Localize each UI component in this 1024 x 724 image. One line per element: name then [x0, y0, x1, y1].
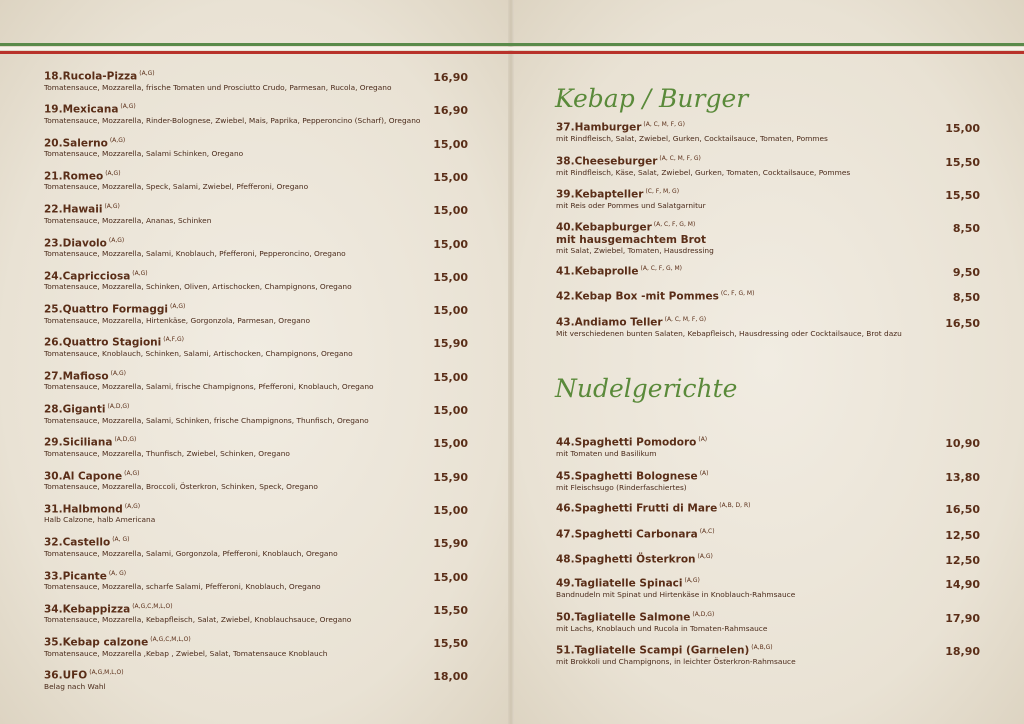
menu-item: [44, 503, 155, 526]
menu-item-price: 15,90: [433, 337, 468, 351]
menu-item-title: 21.Romeo: [44, 170, 104, 183]
allergen-codes: (A,D,G): [692, 611, 715, 618]
menu-item-description: mit Brokkoli und Champignons, in leichter Österkron-Rahmsauce: [556, 656, 796, 666]
menu-item-description: Tomatensauce, Mozzarella, Broccoli, Österkron, Schinken, Speck, Oregano: [44, 482, 318, 492]
menu-item-name: [556, 121, 828, 134]
menu-item-title: 35.Kebap calzone: [44, 636, 149, 649]
menu-item: [44, 303, 310, 326]
allergen-codes: (A, C, M, F, G): [643, 121, 685, 128]
menu-item-name: [44, 603, 351, 616]
allergen-codes: (A,G): [109, 136, 126, 144]
menu-item: [556, 502, 750, 515]
menu-item-name: [44, 237, 346, 250]
menu-item-name: [556, 436, 707, 449]
menu-item: [44, 403, 369, 426]
menu-item: [44, 137, 243, 160]
menu-item: [44, 669, 124, 692]
menu-item-title: 46.Spaghetti Frutti di Mare: [556, 502, 718, 515]
menu-item-price: 15,00: [433, 570, 468, 584]
menu-item-name: [44, 636, 327, 649]
allergen-codes: (A, C, M, F, G): [664, 316, 707, 323]
menu-item-price: 15,00: [433, 170, 468, 184]
menu-item: [44, 237, 346, 260]
menu-item-description: Tomatensauce, Mozzarella, Salami, Knoblauch, Pfefferoni, Pepperoncino, Oregano: [44, 249, 346, 258]
menu-item-price: 15,00: [433, 137, 468, 151]
menu-item-price: 18,00: [433, 670, 468, 684]
menu-item-name: [556, 155, 850, 168]
menu-item-title: 43.Andiamo Teller: [556, 316, 663, 329]
menu-item-title: 51.Tagliatelle Scampi (Garnelen): [556, 644, 750, 657]
menu-item: [44, 536, 338, 559]
menu-item-description: mit Rindfleisch, Salat, Zwiebel, Gurken, Cocktailsauce, Tomaten, Pommes: [556, 133, 828, 143]
menu-item-description: Bandnudeln mit Spinat und Hirtenkäse in Knoblauch-Rahmsauce: [556, 589, 796, 599]
menu-item-title: 25.Quattro Formaggi: [44, 303, 168, 316]
menu-item-title: 23.Diavolo: [44, 237, 107, 249]
allergen-codes: (A,G): [120, 103, 136, 111]
menu-item-title: 48.Spaghetti Österkron: [556, 553, 696, 566]
menu-item-description: Tomatensauce, Mozzarella, scharfe Salami, Pfefferoni, Knoblauch, Oregano: [44, 582, 321, 591]
allergen-codes: (A, C, M, F, G): [659, 155, 701, 162]
allergen-codes: (A,G): [110, 369, 126, 377]
kebap-heading: Kebap / Burger: [555, 84, 749, 113]
menu-item: [44, 370, 374, 393]
menu-item-description: Tomatensauce, Mozzarella, Salami, Schinken, frische Champignons, Thunfisch, Oregano: [44, 415, 369, 425]
menu-item-title: 32.Castello: [44, 536, 111, 549]
menu-item-price: 9,50: [952, 266, 980, 279]
menu-item-price: 12,50: [945, 554, 980, 567]
menu-item: [44, 470, 318, 493]
allergen-codes: (A,G): [132, 269, 148, 277]
menu-item-name: [44, 570, 321, 583]
menu-item-name: [44, 270, 352, 283]
menu-item-name: [556, 553, 713, 566]
menu-item-description: Tomatensauce, Mozzarella, Salami Schinken, Oregano: [44, 149, 244, 159]
menu-item-price: 8,50: [952, 291, 980, 304]
menu-item: [44, 70, 391, 93]
allergen-codes: (A,B, D, R): [719, 502, 751, 509]
allergen-codes: (A,D,G): [107, 403, 130, 410]
menu-item: [44, 336, 353, 359]
allergen-codes: (A, G): [108, 569, 127, 577]
menu-item-name: [44, 137, 243, 150]
menu-item-name: [556, 470, 708, 483]
allergen-codes: (A,G): [124, 502, 141, 510]
menu-item-description: Tomatensauce, Mozzarella, Salami, Gorgonzola, Pfefferoni, Knoblauch, Oregano: [44, 548, 338, 558]
menu-item-description: mit Tomaten und Basilikum: [556, 448, 657, 458]
menu-item-title: 41.Kebaprolle: [556, 265, 639, 278]
menu-item-price: 8,50: [952, 222, 980, 235]
allergen-codes: (A,C): [699, 528, 715, 535]
menu-item-price: 15,00: [433, 404, 468, 417]
page-fold: [508, 0, 514, 724]
menu-item-title: 50.Tagliatelle Salmone: [556, 611, 691, 624]
menu-item-title: 40.Kebapburger: [556, 221, 652, 234]
menu-item-name: [556, 221, 714, 234]
menu-item-price: 15,00: [433, 237, 468, 251]
menu-item-description: Halb Calzone, halb Americana: [44, 515, 156, 525]
menu-item: [44, 170, 308, 193]
menu-item: [556, 265, 682, 278]
allergen-codes: (A, C, F, G, M): [640, 265, 683, 272]
menu-item-title: 20.Salerno: [44, 137, 108, 150]
menu-item-price: 14,90: [945, 578, 980, 591]
menu-item: [556, 577, 795, 600]
menu-item-title: 45.Spaghetti Bolognese: [556, 470, 698, 483]
menu-item-price: 15,90: [433, 537, 468, 551]
menu-item-price: 15,00: [433, 437, 468, 451]
menu-item-description: Mit verschiedenen bunten Salaten, Kebapfleisch, Hausdressing oder Cocktailsauce, Brot dazu: [556, 328, 902, 338]
menu-item-title: 27.Mafioso: [44, 370, 109, 383]
allergen-codes: (A,F,G): [163, 336, 184, 344]
allergen-codes: (A,G): [108, 236, 125, 244]
menu-item-title: 36.UFO: [44, 669, 88, 682]
menu-item-title: 44.Spaghetti Pomodoro: [556, 436, 697, 449]
menu-item: [556, 290, 754, 303]
menu-item-name: [44, 403, 369, 416]
menu-item-price: 13,80: [945, 471, 980, 484]
menu-item-price: 15,00: [433, 270, 468, 284]
menu-item-description: mit Salat, Zwiebel, Tomaten, Hausdressing: [556, 245, 714, 255]
menu-item-title: 18.Rucola-Pizza: [44, 70, 138, 83]
menu-item: [44, 636, 327, 659]
menu-item-description: Tomatensauce, Mozzarella ,Kebap , Zwiebel, Salat, Tomatensauce Knoblauch: [44, 648, 328, 658]
menu-item-name: [44, 470, 318, 483]
menu-item-price: 15,50: [433, 603, 468, 617]
allergen-codes: (A,G): [105, 169, 121, 177]
allergen-codes: (A,G): [684, 577, 700, 584]
menu-item-price: 15,00: [433, 503, 468, 517]
menu-item: [556, 528, 715, 541]
menu-item-price: 16,90: [433, 71, 468, 84]
menu-item: [556, 188, 706, 211]
menu-item-title: 28.Giganti: [44, 403, 106, 416]
allergen-codes: (A,G,C,M,L,O): [150, 636, 191, 644]
menu-item-price: 16,90: [433, 104, 468, 118]
menu-item-name: [556, 502, 750, 515]
menu-item-name: [556, 644, 796, 657]
menu-item-description: mit Lachs, Knoblauch und Rucola in Tomaten-Rahmsauce: [556, 623, 768, 633]
menu-item: [556, 155, 850, 178]
allergen-codes: (A, G): [112, 536, 130, 544]
menu-item-price: 15,90: [433, 470, 468, 484]
menu-item-description: Tomatensauce, Mozzarella, Kebapfleisch, Salat, Zwiebel, Knoblauchsauce, Oregano: [44, 615, 352, 625]
menu-item-price: 18,90: [945, 645, 980, 658]
menu-item: [44, 103, 420, 126]
menu-item-price: 15,50: [945, 156, 980, 169]
menu-item-price: 16,50: [945, 317, 980, 330]
menu-item-name: [44, 303, 310, 316]
menu-item-title: 26.Quattro Stagioni: [44, 336, 162, 349]
allergen-codes: (A,G,C,M,L,O): [132, 602, 173, 610]
menu-item-description: Tomatensauce, Mozzarella, Hirtenkäse, Gorgonzola, Parmesan, Oregano: [44, 315, 310, 325]
menu-item-name: [556, 188, 706, 201]
menu-item-name: [44, 669, 124, 682]
allergen-codes: (A,D,G): [114, 436, 137, 444]
allergen-codes: (A,G): [124, 469, 140, 477]
menu-item-description: mit Fleischsugo (Rinderfaschiertes): [556, 482, 687, 492]
menu-item-name: [556, 577, 795, 590]
menu-item-description: Tomatensauce, Mozzarella, Speck, Salami, Zwiebel, Pfefferoni, Oregano: [44, 182, 309, 192]
menu-item-name: [44, 203, 211, 216]
menu-item-title: 19.Mexicana: [44, 103, 119, 116]
menu-item: [556, 316, 902, 339]
menu-item: [556, 611, 767, 634]
menu-item-name: [44, 70, 391, 83]
menu-item-description: Tomatensauce, Mozzarella, frische Tomaten und Prosciutto Crudo, Parmesan, Rucola, Oregano: [44, 82, 392, 92]
menu-item-price: 12,50: [945, 529, 980, 542]
menu-item: [556, 644, 796, 667]
menu-item-title: 42.Kebap Box -mit Pommes: [556, 290, 719, 303]
allergen-codes: (A): [698, 436, 708, 443]
menu-item-description: Belag nach Wahl: [44, 681, 106, 691]
menu-item-title: 30.Al Capone: [44, 470, 123, 483]
menu-item-subtitle: mit hausgemachtem Brot: [556, 233, 707, 246]
menu-item-description: Tomatensauce, Mozzarella, Thunfisch, Zwiebel, Schinken, Oregano: [44, 448, 290, 458]
menu-item-price: 15,00: [945, 122, 980, 135]
allergen-codes: (A, C, F, G, M): [653, 221, 696, 228]
menu-item-price: 15,00: [433, 204, 468, 218]
allergen-codes: (A,G): [104, 203, 120, 211]
menu-item-title: 38.Cheeseburger: [556, 155, 658, 168]
menu-item-name: [44, 336, 353, 349]
menu-item-description: mit Reis oder Pommes und Salatgarnitur: [556, 200, 706, 210]
menu-item-title: 29.Siciliana: [44, 436, 113, 449]
allergen-codes: (A,G,M,L,O): [89, 669, 124, 677]
allergen-codes: (A,G): [169, 303, 186, 311]
menu-item-name: [556, 316, 902, 329]
allergen-codes: (C, F, M, G): [645, 188, 680, 195]
menu-item-name: [556, 265, 682, 278]
menu-item-price: 17,90: [945, 612, 980, 625]
menu-item-title: 47.Spaghetti Carbonara: [556, 528, 698, 541]
menu-item: [556, 121, 828, 144]
menu-item: [44, 203, 211, 226]
menu-item-title: 24.Capricciosa: [44, 270, 131, 283]
nudel-heading: Nudelgerichte: [555, 374, 738, 403]
menu-item-title: 49.Tagliatelle Spinaci: [556, 577, 683, 590]
menu-item-price: 16,50: [945, 503, 980, 516]
menu-item: [556, 221, 714, 256]
menu-item-description: Tomatensauce, Mozzarella, Schinken, Oliven, Artischocken, Champignons, Oregano: [44, 282, 352, 292]
menu-item-title: 33.Picante: [44, 570, 107, 582]
menu-item-name: [44, 536, 338, 549]
menu-item-name: [44, 503, 155, 516]
menu-item-price: 10,90: [945, 437, 980, 450]
menu-item-name: [44, 370, 374, 383]
allergen-codes: (A,B,G): [751, 644, 773, 651]
menu-item-title: 22.Hawaii: [44, 203, 103, 216]
menu-item-title: 37.Hamburger: [556, 121, 642, 134]
allergen-codes: (A): [699, 470, 709, 477]
menu-item: [44, 570, 321, 593]
menu-item: [44, 436, 290, 459]
menu-item: [44, 603, 351, 626]
menu-item: [556, 436, 707, 459]
menu-item-price: 15,00: [433, 370, 468, 384]
menu-item-name: [44, 170, 308, 183]
allergen-codes: (A,G): [697, 553, 713, 560]
menu-item-description: Tomatensauce, Mozzarella, Salami, frische Champignons, Pfefferoni, Knoblauch, Oregano: [44, 382, 374, 392]
menu-item-name: [44, 436, 290, 449]
menu-item-price: 15,50: [433, 637, 468, 651]
menu-item-name: [556, 528, 715, 541]
menu-item-title: 34.Kebappizza: [44, 603, 131, 616]
menu-item-description: mit Rindfleisch, Käse, Salat, Zwiebel, Gurken, Tomaten, Cocktailsauce, Pommes: [556, 167, 851, 177]
menu-item-description: Tomatensauce, Mozzarella, Ananas, Schinken: [44, 215, 212, 225]
menu-item: [44, 270, 352, 293]
menu-item-title: 31.Halbmond: [44, 503, 123, 516]
menu-item-title: 39.Kebapteller: [556, 188, 644, 201]
allergen-codes: (A,G): [139, 70, 155, 77]
menu-item-description: Tomatensauce, Mozzarella, Rinder-Bolognese, Zwiebel, Mais, Paprika, Pepperoncino (Scharf), Oregano: [44, 115, 421, 125]
menu-item: [556, 553, 713, 566]
menu-item-description: Tomatensauce, Knoblauch, Schinken, Salami, Artischocken, Champignons, Oregano: [44, 348, 353, 358]
italian-flag-stripes: [0, 43, 1024, 53]
menu-item-price: 15,00: [433, 304, 468, 318]
menu-item-name: [44, 103, 420, 116]
allergen-codes: (C, F, G, M): [720, 290, 755, 297]
menu-item-price: 15,50: [945, 189, 980, 202]
menu-item: [556, 470, 708, 493]
menu-item-name: [556, 611, 767, 624]
menu-item-name: [556, 290, 754, 303]
